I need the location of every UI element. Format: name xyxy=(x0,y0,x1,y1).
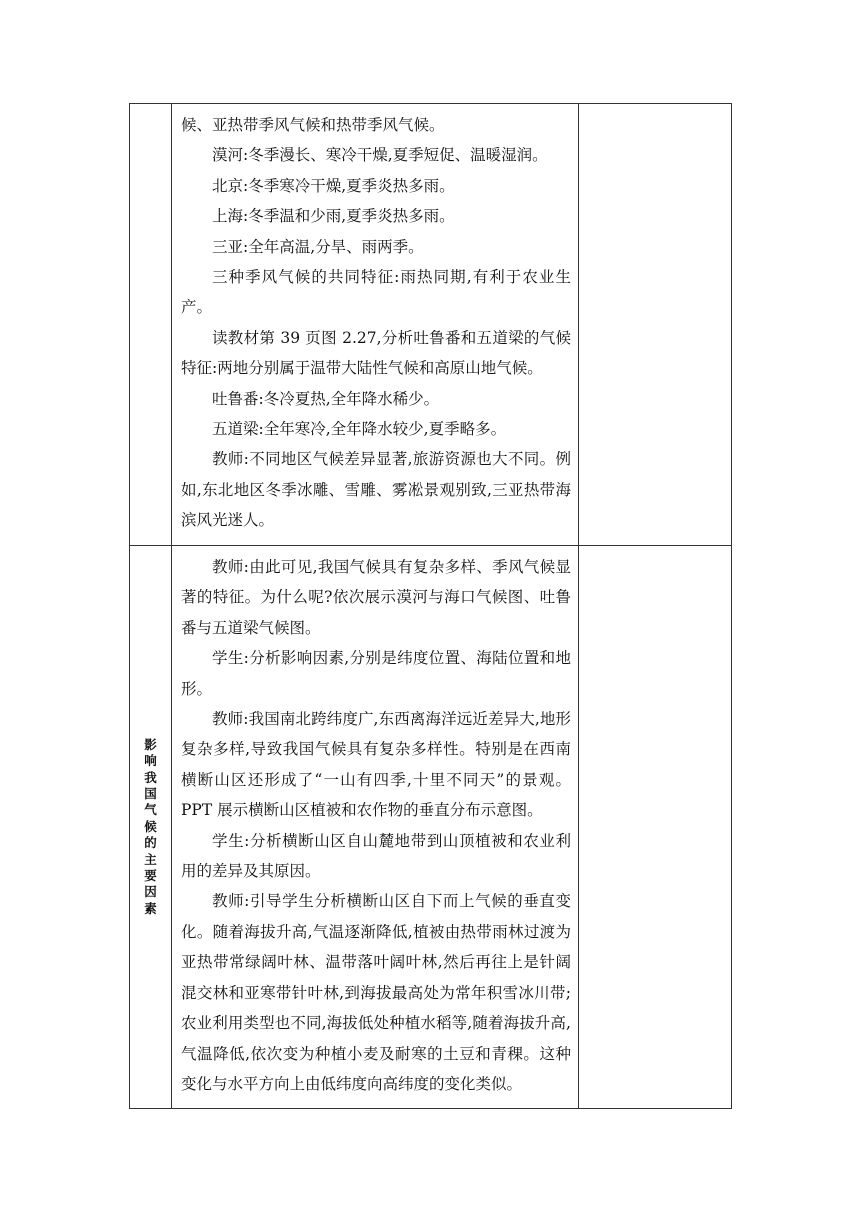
row-label: 影响我国气候的主要因素 xyxy=(144,736,157,916)
content-cell xyxy=(172,104,579,546)
row-label-cell xyxy=(130,546,172,1109)
content-cell xyxy=(172,546,579,1109)
table-row xyxy=(130,546,732,1109)
lesson-plan-table xyxy=(129,103,732,1109)
table-row xyxy=(130,104,732,546)
paragraph: 教师:引导学生分析横断山区自下而上气候的垂直变化。随着海拔升高,气温逐渐降低,植被由热带雨林过渡为亚热带常绿阔叶林、温带落叶阔叶林,然后再往上是针阔混交林和亚寒带针叶林,到海拔最高处为常年积雪冰川带;农业利用类型也不同,海拔低处种植水稻等,随着海拔升高,气温降低,依次变为种植小麦及耐寒的土豆和青稞。这种变化与水平方向上由低纬度向高纬度的变化类似。 xyxy=(181,892,571,1093)
paragraph: 读教材第 39 页图 2.27,分析吐鲁番和五道梁的气候特征:两地分别属于温带大陆性气候和高原山地气候。 xyxy=(181,328,571,378)
content-text xyxy=(172,546,578,1101)
paragraph: 教师:由此可见,我国气候具有复杂多样、季风气候显著的特征。为什么呢?依次展示漠河与海口气候图、吐鲁番与五道梁气候图。 xyxy=(181,558,571,637)
notes-cell xyxy=(579,104,732,546)
paragraph: 三种季风气候的共同特征:雨热同期,有利于农业生产。 xyxy=(181,268,571,317)
paragraph: 五道梁:全年寒冷,全年降水较少,夏季略多。 xyxy=(212,420,507,439)
paragraph: 教师:不同地区气候差异显著,旅游资源也大不同。例如,东北地区冬季冰雕、雪雕、雾凇景观别致,三亚热带海滨风光迷人。 xyxy=(181,450,571,530)
paragraph: 学生:分析横断山区自山麓地带到山顶植被和农业利用的差异及其原因。 xyxy=(181,831,571,881)
paragraph: 北京:冬季寒冷干燥,夏季炎热多雨。 xyxy=(212,176,455,195)
paragraph: 三亚:全年高温,分旱、雨两季。 xyxy=(212,237,424,256)
paragraph: 吐鲁番:冬冷夏热,全年降水稀少。 xyxy=(212,389,440,408)
paragraph: 候、亚热带季风气候和热带季风气候。 xyxy=(181,116,445,134)
paragraph: 教师:我国南北跨纬度广,东西离海洋远近差异大,地形复杂多样,导致我国气候具有复杂多样性。特别是在西南横断山区还形成了“一山有四季,十里不同天”的景观。PPT 展示横断山区植被和农作物的垂直分布示意图。 xyxy=(181,710,571,820)
paragraph: 上海:冬季温和少雨,夏季炎热多雨。 xyxy=(212,207,455,226)
content-text xyxy=(172,104,578,538)
notes-cell xyxy=(579,546,732,1109)
row-label-cell xyxy=(130,104,172,546)
paragraph: 漠河:冬季漫长、寒冷干燥,夏季短促、温暖湿润。 xyxy=(212,146,548,165)
paragraph: 学生:分析影响因素,分别是纬度位置、海陆位置和地形。 xyxy=(181,649,571,698)
